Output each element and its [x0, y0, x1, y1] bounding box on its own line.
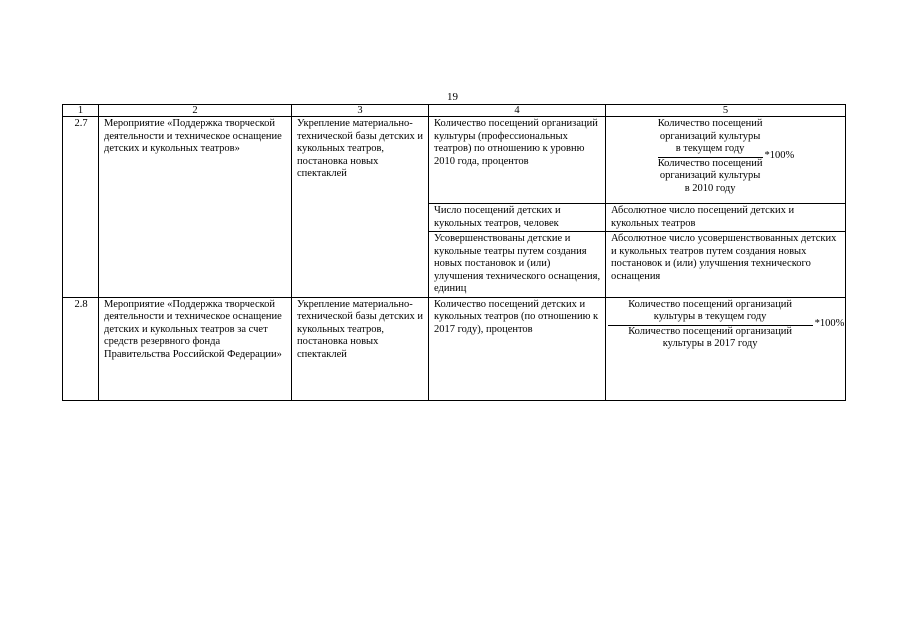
numerator-line: организаций культуры [659, 130, 761, 142]
denominator-line: Количество посещений [657, 157, 763, 169]
indicator-cell: Количество посещений детских и кукольных театров (по отношению к 2017 году), процентов [429, 297, 606, 400]
numerator-line: Количество посещений [657, 118, 763, 129]
header-cell-1: 1 [63, 105, 99, 117]
table-header-row [63, 105, 846, 117]
denominator-line: организаций культуры [659, 170, 761, 181]
indicator-cell: Количество посещений организаций культуры (профессиональных театров) по отношению к уровню 2010 года, процентов [429, 117, 606, 204]
fraction [608, 299, 813, 351]
denominator-line: в 2010 году [684, 182, 736, 194]
header-cell-2: 2 [99, 105, 292, 117]
row-number: 2.8 [63, 297, 99, 400]
indicator-cell: Число посещений детских и кукольных театров, человек [429, 204, 606, 232]
task-cell: Укрепление материально-технической базы детских и кукольных театров, постановка новых спектаклей [292, 297, 429, 400]
event-cell: Мероприятие «Поддержка творческой деятельности и техническое оснащение детских и кукольных театров за счет средств резервного фонда Правительства Российской Федерации» [99, 297, 292, 400]
fraction [658, 118, 763, 195]
formula [611, 118, 841, 195]
formula [611, 298, 845, 351]
table-row [63, 117, 846, 204]
denominator-line: культуры в 2017 году [662, 338, 758, 349]
task-cell: Укрепление материально-технической базы детских и кукольных театров, постановка новых спектаклей [292, 117, 429, 298]
header-cell-4: 4 [429, 105, 606, 117]
formula-cell [606, 117, 846, 204]
multiplier: *100% [764, 150, 795, 162]
header-cell-3: 3 [292, 105, 429, 117]
event-cell: Мероприятие «Поддержка творческой деятельности и техническое оснащение детских и кукольных театров» [99, 117, 292, 298]
denominator-line: Количество посещений организаций [628, 325, 793, 337]
method-cell: Абсолютное число усовершенствованных детских и кукольных театров путем создания новых постановок и (или) улучшения технического оснащения [606, 232, 846, 298]
method-cell: Абсолютное число посещений детских и кукольных театров [606, 204, 846, 232]
numerator-line: культуры в текущем году [653, 311, 767, 322]
header-cell-5: 5 [606, 105, 846, 117]
formula-cell [606, 297, 846, 400]
row-number: 2.7 [63, 117, 99, 298]
indicator-cell: Усовершенствованы детские и кукольные театры путем создания новых постановок и (или) улучшения технического оснащения, единиц [429, 232, 606, 298]
multiplier: *100% [814, 318, 845, 330]
table-row [63, 297, 846, 400]
numerator-line: в текущем году [675, 143, 745, 154]
indicators-table [62, 104, 846, 401]
numerator-line: Количество посещений организаций [628, 298, 793, 310]
page-number: 19 [447, 91, 458, 103]
